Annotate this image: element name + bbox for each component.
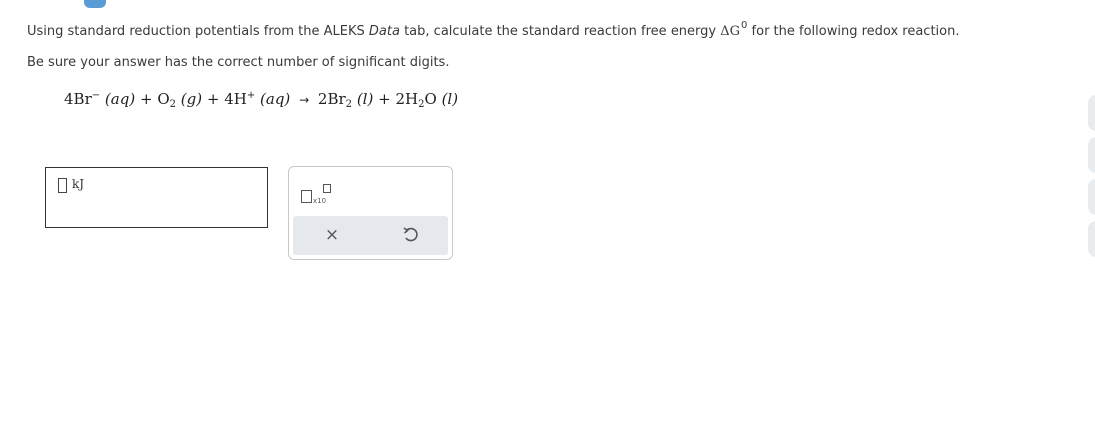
- product-water: 2H: [395, 90, 419, 108]
- water-state: (l): [441, 90, 459, 108]
- plus-sign: +: [378, 90, 391, 108]
- scientific-notation-button[interactable]: [299, 181, 339, 205]
- x10-label: x10: [313, 197, 327, 205]
- product-bromine: 2Br: [317, 90, 346, 108]
- collapse-tab[interactable]: [84, 0, 106, 8]
- sci-base-box: [301, 190, 312, 203]
- sig-figs-note: Be sure your answer has the correct number of significant digits.: [27, 55, 450, 70]
- oxygen-state: (g): [180, 90, 203, 108]
- unit-label: kJ: [72, 177, 85, 191]
- hydrogen-state: (aq): [260, 90, 291, 108]
- undo-icon: [401, 225, 421, 245]
- prompt-text-3: for the following redox reaction.: [747, 24, 960, 39]
- rail-button[interactable]: [1088, 221, 1095, 257]
- delta-g-superscript: 0: [741, 20, 748, 31]
- prompt-italic-data: Data: [368, 24, 400, 39]
- prompt-text-2: tab, calculate the standard reaction free energy: [399, 24, 721, 39]
- bromide-charge: −: [91, 90, 101, 101]
- oxygen-subscript: 2: [169, 99, 176, 110]
- water-oxygen: O: [424, 90, 437, 108]
- rail-button[interactable]: [1088, 137, 1095, 173]
- reactant-hydrogen-ion: 4H: [224, 90, 247, 108]
- math-tool-panel: [288, 166, 453, 260]
- water-subscript: 2: [418, 99, 425, 110]
- bromide-state: (aq): [104, 90, 136, 108]
- sci-exponent-box: [323, 184, 331, 193]
- undo-button[interactable]: [401, 225, 421, 245]
- reactant-oxygen: O: [157, 90, 170, 108]
- redox-reaction: [64, 90, 458, 110]
- hydrogen-charge: +: [246, 90, 256, 101]
- clear-button[interactable]: ×: [324, 225, 340, 245]
- answer-area: [45, 167, 268, 228]
- bromine-state: (l): [356, 90, 374, 108]
- reactant-bromide: 4Br: [64, 90, 92, 108]
- delta-g-symbol: ΔG: [720, 24, 741, 39]
- plus-sign: +: [206, 90, 220, 108]
- prompt-text-1: Using standard reduction potentials from the ALEKS: [27, 24, 369, 39]
- action-bar: [293, 216, 448, 255]
- question-prompt: [27, 20, 960, 39]
- plus-sign: +: [139, 90, 153, 108]
- reaction-arrow: →: [299, 93, 310, 107]
- answer-input[interactable]: [58, 178, 67, 193]
- rail-button[interactable]: [1088, 179, 1095, 215]
- rail-button[interactable]: [1088, 95, 1095, 131]
- bromine-subscript: 2: [345, 99, 353, 110]
